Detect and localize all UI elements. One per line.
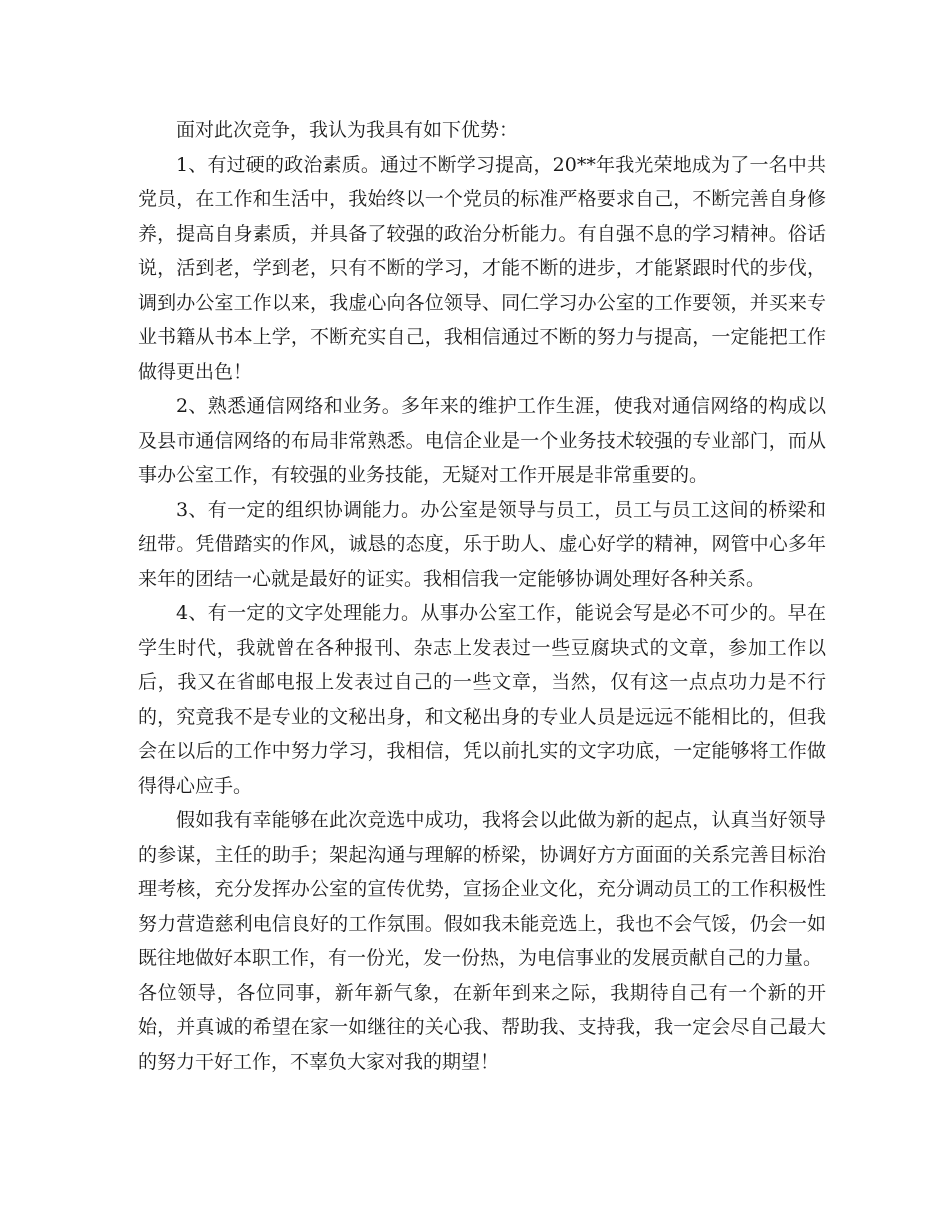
paragraph-plan: 假如我有幸能够在此次竞选中成功，我将会以此做为新的起点，认真当好领导的参谋，主任的助手；架起沟通与理解的桥梁，协调好方方面面的关系完善目标治理考核，充分发挥办公室的宣传优势，宣扬企业文化，充分调动员工的工作积极性努力营造慈利电信良好的工作氛围。假如我未能竞选上，我也不会气馁，仍会一如既往地做好本职工作，有一份光，发一份热，为电信事业的发展贡献自己的力量。 — [138, 809, 826, 969]
paragraph-intro: 面对此次竞争，我认为我具有如下优势： — [176, 119, 519, 141]
paragraph-closing: 各位领导，各位同事，新年新气象，在新年到来之际，我期待自己有一个新的开始，并真诚的希望在家一如继往的关心我、帮助我、支持我，我一定会尽自己最大的努力干好工作，不辜负大家对我的期望！ — [138, 981, 826, 1073]
paragraph-advantage-1: 1、有过硬的政治素质。通过不断学习提高，20**年我光荣地成为了一名中共党员，在工作和生活中，我始终以一个党员的标准严格要求自己，不断完善自身修养，提高自身素质，并具备了较强的政治分析能力。有自强不息的学习精神。俗话说，活到老，学到老，只有不断的学习，才能不断的进步，才能紧跟时代的步伐，调到办公室工作以来，我虚心向各位领导、同仁学习办公室的工作要领，并买来专业书籍从书本上学，不断充实自己，我相信通过不断的努力与提高，一定能把工作做得更出色！ — [138, 153, 826, 383]
paragraph-advantage-2: 2、熟悉通信网络和业务。多年来的维护工作生涯，使我对通信网络的构成以及县市通信网络的布局非常熟悉。电信企业是一个业务技术较强的专业部门，而从事办公室工作，有较强的业务技能，无疑对工作开展是非常重要的。 — [138, 395, 826, 486]
paragraph-advantage-3: 3、有一定的组织协调能力。办公室是领导与员工，员工与员工这间的桥梁和纽带。凭借踏实的作风，诚恳的态度，乐于助人、虚心好学的精神，网管中心多年来年的团结一心就是最好的证实。我相信我一定能够协调处理好各种关系。 — [138, 498, 826, 590]
document-body — [138, 113, 826, 1079]
paragraph-advantage-4: 4、有一定的文字处理能力。从事办公室工作，能说会写是必不可少的。早在学生时代，我就曾在各种报刊、杂志上发表过一些豆腐块式的文章，参加工作以后，我又在省邮电报上发表过自己的一些文章，当然，仅有这一点点功力是不行的，究竟我不是专业的文秘出身，和文秘出身的专业人员是远远不能相比的，但我会在以后的工作中努力学习，我相信，凭以前扎实的文字功底，一定能够将工作做得得心应手。 — [138, 602, 826, 797]
